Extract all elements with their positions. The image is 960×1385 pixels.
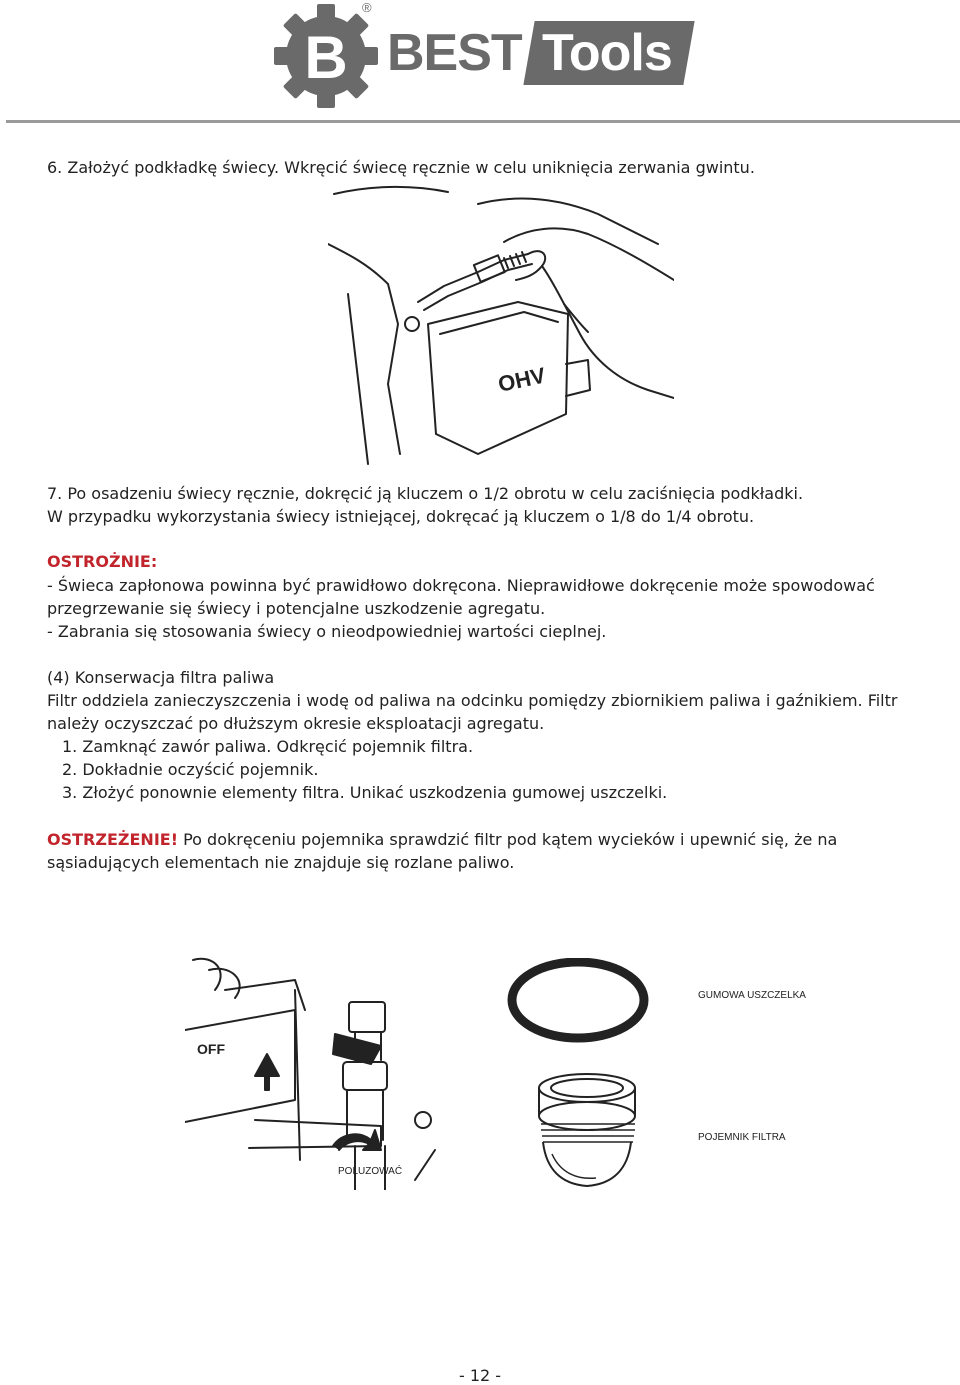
warning-text: Po dokręceniu pojemnika sprawdzić filtr pod kątem wycieków i upewnić się, że na: [178, 830, 838, 849]
step-6-text: 6. Założyć podkładkę świecy. Wkręcić świecę ręcznie w celu uniknięcia zerwania gwintu.: [47, 158, 755, 177]
gasket-label: GUMOWA USZCZELKA: [698, 990, 806, 1001]
filter-step-3: 3. Złożyć ponownie elementy filtra. Unikać uszkodzenia gumowej uszczelki.: [62, 783, 668, 802]
registered-mark: ®: [362, 0, 372, 15]
filter-intro-line-2: należy oczyszczać po dłuższym okresie eksploatacji agregatu.: [47, 714, 545, 733]
warning-line-1: [47, 828, 837, 851]
warning-title: OSTRZEŻENIE!: [47, 830, 178, 849]
loosen-label: POLUZOWAĆ: [338, 1166, 403, 1177]
filter-step-1: 1. Zamknąć zawór paliwa. Odkręcić pojemnik filtra.: [62, 737, 474, 756]
caution-line-1: - Świeca zapłonowa powinna być prawidłowo dokręcona. Nieprawidłowe dokręcenie może spowodować: [47, 576, 875, 595]
fuel-valve-illustration: [185, 950, 465, 1190]
step-7-line-1: 7. Po osadzeniu świecy ręcznie, dokręcić ją kluczem o 1/2 obrotu w celu zaciśnięcia podkładki.: [47, 484, 804, 503]
page-header: [0, 0, 960, 126]
gear-logo-icon: [272, 2, 380, 110]
ohv-label: OHV: [495, 362, 548, 397]
off-label: OFF: [197, 1041, 225, 1057]
filter-cup-label: POJEMNIK FILTRA: [698, 1132, 786, 1143]
caution-title: OSTROŻNIE:: [47, 552, 158, 571]
caution-line-3: - Zabrania się stosowania świecy o nieodpowiedniej wartości cieplnej.: [47, 622, 607, 641]
filter-step-2: 2. Dokładnie oczyścić pojemnik.: [62, 760, 319, 779]
step-7-line-2: W przypadku wykorzystania świecy istniejącej, dokręcać ją kluczem o 1/8 do 1/4 obrotu.: [47, 507, 755, 526]
caution-line-2: przegrzewanie się świecy i potencjalne uszkodzenie agregatu.: [47, 599, 546, 618]
page-number: - 12 -: [458, 1366, 502, 1385]
brand-name-tools: Tools: [542, 24, 672, 82]
gear-letter: B: [304, 24, 348, 91]
filter-heading: (4) Konserwacja filtra paliwa: [47, 668, 275, 687]
brand-name-best: BEST: [387, 24, 522, 82]
spark-plug-illustration: [328, 184, 674, 466]
warning-line-2: sąsiadujących elementach nie znajduje się rozlane paliwo.: [47, 853, 515, 872]
filter-cup-illustration: [500, 958, 660, 1190]
filter-intro-line-1: Filtr oddziela zanieczyszczenia i wodę od paliwa na odcinku pomiędzy zbiornikiem paliwa i gaźnikiem. Filtr: [47, 691, 898, 710]
header-divider: [6, 120, 960, 123]
